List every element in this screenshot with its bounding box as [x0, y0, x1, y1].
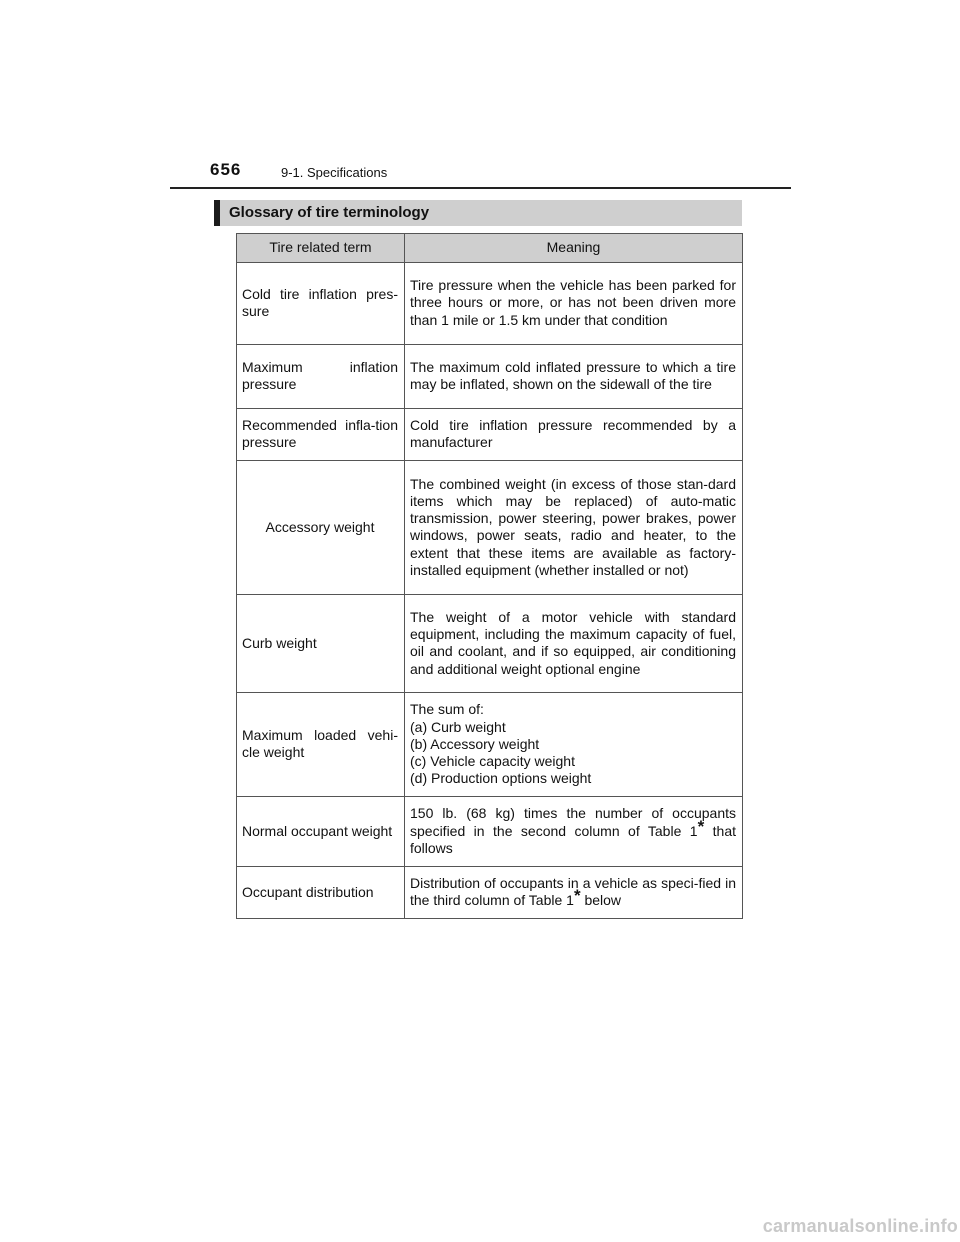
footnote-asterisk: * — [697, 816, 705, 836]
term-cell: Accessory weight — [237, 461, 405, 595]
term-cell: Maximum inflation pressure — [237, 345, 405, 409]
meaning-text: Distribution of occupants in a vehicle as speci-fied in the third column of Table 1 — [410, 875, 736, 909]
meaning-cell: The combined weight (in excess of those stan-dard items which may be replaced) of auto-matic transmission, power steering, power brakes, power windows, power seats, radio and heater, to the extent that these items are available as factory-installed equipment (whether installed or not) — [405, 461, 743, 595]
glossary-title: Glossary of tire terminology — [229, 204, 430, 221]
watermark: carmanualsonline.info — [762, 1216, 958, 1236]
section-label: 9-1. Specifications — [281, 165, 388, 180]
meaning-text: 150 lb. (68 kg) times the number of occupants specified in the second column of Table 1 — [410, 805, 736, 839]
page-number: 656 — [210, 160, 242, 179]
table-row — [237, 867, 743, 919]
table-header-row — [237, 234, 743, 263]
term-cell: Recommended infla-tion pressure — [237, 409, 405, 461]
meaning-cell: The weight of a motor vehicle with standard equipment, including the maximum capacity of fuel, oil and coolant, and if so equipped, air conditioning and additional weight optional engine — [405, 595, 743, 693]
heading-marker-bar — [214, 200, 220, 226]
table-row — [237, 797, 743, 867]
column-header-term: Tire related term — [237, 234, 405, 263]
meaning-line: (c) Vehicle capacity weight — [410, 753, 575, 770]
meaning-cell: Cold tire inflation pressure recommended by a manufacturer — [405, 409, 743, 461]
meaning-cell — [405, 693, 743, 797]
glossary-table — [236, 233, 743, 919]
meaning-cell: Tire pressure when the vehicle has been parked for three hours or more, or has not been driven more than 1 mile or 1.5 km under that condition — [405, 263, 743, 345]
term-cell: Occupant distribution — [237, 867, 405, 919]
table-row — [237, 693, 743, 797]
table-row — [237, 345, 743, 409]
header-rule — [170, 187, 791, 189]
meaning-cell: The maximum cold inflated pressure to which a tire may be inflated, shown on the sidewall of the tire — [405, 345, 743, 409]
meaning-cell — [405, 867, 743, 919]
term-cell: Normal occupant weight — [237, 797, 405, 867]
meaning-line: (d) Production options weight — [410, 770, 592, 787]
term-cell: Cold tire inflation pres-sure — [237, 263, 405, 345]
column-header-meaning: Meaning — [405, 234, 743, 263]
meaning-text-end: that follows — [410, 822, 737, 856]
meaning-line: (a) Curb weight — [410, 718, 506, 735]
table-row — [237, 595, 743, 693]
meaning-line: (b) Accessory weight — [410, 735, 540, 752]
meaning-cell — [405, 797, 743, 867]
footnote-asterisk: * — [573, 886, 581, 906]
meaning-line: The sum of: — [410, 701, 484, 718]
meaning-text-end: below — [580, 892, 622, 909]
term-cell: Curb weight — [237, 595, 405, 693]
table-row — [237, 461, 743, 595]
glossary-heading — [214, 200, 742, 226]
table-row — [237, 409, 743, 461]
table-row — [237, 263, 743, 345]
term-cell: Maximum loaded vehi-cle weight — [237, 693, 405, 797]
